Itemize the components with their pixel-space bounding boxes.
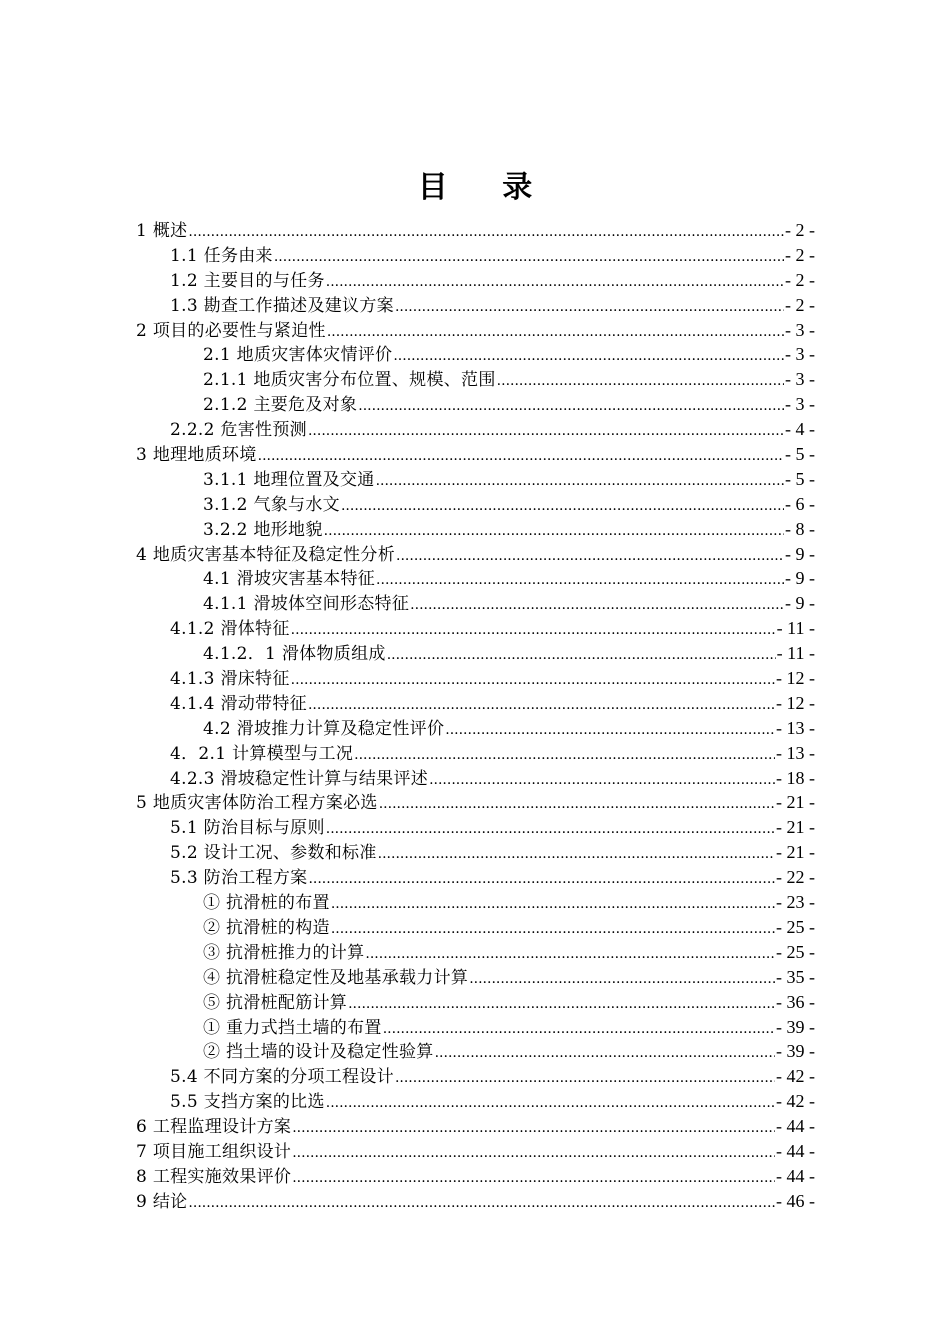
- toc-dot-leader: [469, 967, 775, 992]
- toc-dot-leader: [445, 718, 775, 743]
- toc-entry[interactable]: [0, 940, 815, 965]
- toc-entry[interactable]: [0, 417, 815, 442]
- toc-dot-leader: [497, 369, 784, 394]
- toc-entry-page-number: - 2 -: [785, 294, 815, 315]
- toc-entry[interactable]: [0, 467, 815, 492]
- toc-entry-label: 2 项目的必要性与紧迫性: [136, 320, 326, 341]
- toc-entry-label: ③ 抗滑桩推力的计算: [203, 942, 365, 963]
- toc-entry-label: 4．2.1 计算模型与工况: [170, 743, 354, 764]
- toc-entry-page-number: - 2 -: [785, 269, 815, 290]
- toc-dot-leader: [387, 643, 776, 668]
- toc-entry-label: 7 项目施工组织设计: [136, 1141, 292, 1162]
- toc-entry[interactable]: [0, 890, 815, 915]
- toc-entry[interactable]: [0, 1089, 815, 1114]
- toc-entry-page-number: - 2 -: [785, 244, 815, 265]
- toc-entry-page-number: - 25 -: [776, 916, 815, 937]
- toc-entry-label: 5.4 不同方案的分项工程设计: [170, 1067, 394, 1088]
- toc-dot-leader: [291, 668, 775, 693]
- toc-entry-label: 4.1.3 滑床特征: [170, 669, 290, 690]
- toc-entry-label: 5.5 支挡方案的比选: [170, 1092, 325, 1113]
- toc-entry-page-number: - 44 -: [776, 1165, 815, 1186]
- toc-entry-page-number: - 8 -: [785, 518, 815, 539]
- toc-entry-label: 1.2 主要目的与任务: [170, 270, 325, 291]
- toc-entry-label: 1 概述: [136, 221, 188, 241]
- toc-entry-page-number: - 36 -: [776, 991, 815, 1012]
- toc-entry-label: 2.1.2 主要危及对象: [203, 395, 358, 416]
- toc-dot-leader: [324, 519, 784, 544]
- toc-dot-leader: [308, 867, 775, 892]
- toc-entry-label: 3 地理地质环境: [136, 445, 257, 466]
- toc-entry-page-number: - 9 -: [785, 593, 815, 614]
- toc-dot-leader: [376, 469, 784, 494]
- toc-dot-leader: [395, 1066, 775, 1091]
- toc-entry-label: 5 地质灾害体防治工程方案必选: [136, 793, 378, 814]
- toc-entry-page-number: - 21 -: [776, 817, 815, 838]
- toc-entry-page-number: - 46 -: [776, 1190, 815, 1211]
- toc-entry-page-number: - 11 -: [776, 643, 815, 664]
- toc-dot-leader: [365, 942, 775, 967]
- toc-entry-page-number: - 44 -: [776, 1116, 815, 1137]
- toc-dot-leader: [274, 245, 784, 270]
- toc-dot-leader: [326, 1091, 775, 1116]
- table-of-contents: [0, 218, 950, 1214]
- toc-entry[interactable]: [0, 218, 815, 243]
- toc-entry-label: ⑤ 抗滑桩配筋计算: [203, 992, 348, 1013]
- toc-entry-label: 4.1.1 滑坡体空间形态特征: [203, 594, 410, 615]
- toc-dot-leader: [292, 1166, 775, 1191]
- toc-entry-label: 5.3 防治工程方案: [170, 868, 308, 889]
- toc-entry-page-number: - 39 -: [776, 1041, 815, 1062]
- toc-entry-page-number: - 13 -: [776, 742, 815, 763]
- toc-entry[interactable]: [0, 915, 815, 940]
- toc-entry[interactable]: [0, 766, 815, 791]
- toc-entry-page-number: - 5 -: [785, 468, 815, 489]
- toc-dot-leader: [396, 544, 784, 569]
- toc-entry[interactable]: [0, 1114, 815, 1139]
- toc-entry-page-number: - 3 -: [785, 369, 815, 390]
- toc-dot-leader: [358, 394, 784, 419]
- toc-entry[interactable]: [0, 367, 815, 392]
- toc-entry[interactable]: [0, 268, 815, 293]
- toc-entry[interactable]: [0, 616, 815, 641]
- toc-entry-label: 3.1.2 气象与水文: [203, 494, 340, 515]
- toc-entry-label: 3.1.1 地理位置及交通: [203, 469, 375, 490]
- toc-dot-leader: [308, 419, 784, 444]
- toc-entry-page-number: - 22 -: [776, 867, 815, 888]
- toc-entry-page-number: - 23 -: [776, 892, 815, 913]
- toc-entry-page-number: - 12 -: [776, 692, 815, 713]
- toc-entry-label: 4.1.2．1 滑体物质组成: [203, 644, 386, 665]
- toc-entry-page-number: - 12 -: [776, 668, 815, 689]
- toc-entry-label: ② 挡土墙的设计及稳定性验算: [203, 1042, 434, 1063]
- toc-entry[interactable]: [0, 566, 815, 591]
- page-title: 目 录: [417, 170, 555, 205]
- toc-dot-leader: [378, 842, 775, 867]
- toc-entry[interactable]: [0, 865, 815, 890]
- toc-entry-label: 6 工程监理设计方案: [136, 1117, 292, 1138]
- toc-entry-label: ② 抗滑桩的构造: [203, 917, 330, 938]
- toc-entry[interactable]: [0, 517, 815, 542]
- toc-entry-label: 1.3 勘查工作描述及建议方案: [170, 295, 394, 316]
- toc-entry-label: 1.1 任务由来: [170, 245, 273, 266]
- toc-entry[interactable]: [0, 741, 815, 766]
- toc-entry-page-number: - 25 -: [776, 941, 815, 962]
- toc-entry[interactable]: [0, 442, 815, 467]
- toc-entry-page-number: - 42 -: [776, 1066, 815, 1087]
- toc-dot-leader: [410, 593, 784, 618]
- toc-entry-page-number: - 13 -: [776, 717, 815, 738]
- toc-entry-page-number: - 9 -: [785, 568, 815, 589]
- toc-dot-leader: [327, 320, 784, 345]
- toc-entry-label: ① 重力式挡土墙的布置: [203, 1017, 382, 1038]
- toc-entry[interactable]: [0, 965, 815, 990]
- toc-entry[interactable]: [0, 542, 815, 567]
- toc-entry-page-number: - 3 -: [785, 344, 815, 365]
- toc-entry-label: 3.2.2 地形地貌: [203, 519, 323, 540]
- toc-entry-label: 4.2.3 滑坡稳定性计算与结果评述: [170, 768, 429, 789]
- toc-entry[interactable]: [0, 790, 815, 815]
- toc-entry[interactable]: [0, 492, 815, 517]
- toc-entry[interactable]: [0, 591, 815, 616]
- toc-entry-page-number: - 2 -: [785, 220, 815, 240]
- toc-entry-label: ① 抗滑桩的布置: [203, 893, 330, 914]
- toc-entry-label: 5.2 设计工况、参数和标准: [170, 843, 377, 864]
- toc-entry[interactable]: [0, 840, 815, 865]
- toc-dot-leader: [292, 1141, 775, 1166]
- toc-dot-leader: [393, 344, 784, 369]
- toc-entry[interactable]: [0, 1164, 815, 1189]
- toc-entry-label: ④ 抗滑桩稳定性及地基承载力计算: [203, 967, 469, 988]
- toc-entry[interactable]: [0, 1015, 815, 1040]
- toc-entry[interactable]: [0, 1139, 815, 1164]
- toc-entry-page-number: - 11 -: [776, 618, 815, 639]
- toc-entry-page-number: - 3 -: [785, 394, 815, 415]
- toc-entry-label: 4.1.4 滑动带特征: [170, 693, 307, 714]
- toc-entry[interactable]: [0, 716, 815, 741]
- toc-dot-leader: [383, 1017, 775, 1042]
- toc-dot-leader: [354, 743, 775, 768]
- toc-dot-leader: [331, 892, 775, 917]
- toc-entry-page-number: - 42 -: [776, 1091, 815, 1112]
- toc-dot-leader: [326, 270, 784, 295]
- toc-entry[interactable]: [0, 1039, 815, 1064]
- toc-dot-leader: [291, 618, 776, 643]
- toc-dot-leader: [395, 295, 784, 320]
- toc-entry[interactable]: [0, 1064, 815, 1089]
- toc-entry-page-number: - 39 -: [776, 1016, 815, 1037]
- toc-dot-leader: [308, 693, 775, 718]
- toc-entry-page-number: - 5 -: [785, 444, 815, 465]
- toc-entry[interactable]: [0, 641, 815, 666]
- toc-dot-leader: [326, 817, 775, 842]
- toc-entry-label: 2.2.2 危害性预测: [170, 420, 307, 441]
- toc-entry-label: 9 结论: [136, 1191, 188, 1212]
- toc-dot-leader: [379, 792, 775, 817]
- toc-entry-label: 4.2 滑坡推力计算及稳定性评价: [203, 718, 445, 739]
- toc-entry[interactable]: [0, 392, 815, 417]
- toc-entry[interactable]: [0, 990, 815, 1015]
- toc-dot-leader: [376, 568, 784, 593]
- toc-entry-page-number: - 6 -: [785, 493, 815, 514]
- toc-entry-label: 4.1.2 滑体特征: [170, 619, 290, 640]
- toc-dot-leader: [435, 1041, 775, 1066]
- toc-entry[interactable]: [0, 318, 815, 343]
- toc-entry[interactable]: [0, 1189, 815, 1214]
- toc-entry-label: 2.1 地质灾害体灾情评价: [203, 345, 393, 366]
- toc-entry[interactable]: [0, 815, 815, 840]
- toc-entry[interactable]: [0, 691, 815, 716]
- toc-dot-leader: [292, 1116, 775, 1141]
- toc-entry-page-number: - 21 -: [776, 842, 815, 863]
- toc-entry-page-number: - 18 -: [776, 767, 815, 788]
- toc-entry[interactable]: [0, 342, 815, 367]
- toc-entry-label: 8 工程实施效果评价: [136, 1166, 292, 1187]
- toc-dot-leader: [341, 494, 784, 519]
- toc-entry-page-number: - 35 -: [776, 966, 815, 987]
- toc-dot-leader: [331, 917, 775, 942]
- toc-dot-leader: [348, 992, 775, 1017]
- toc-entry-label: 5.1 防治目标与原则: [170, 818, 325, 839]
- toc-entry-page-number: - 21 -: [776, 792, 815, 813]
- toc-entry[interactable]: [0, 293, 815, 318]
- toc-entry-page-number: - 9 -: [785, 543, 815, 564]
- toc-dot-leader: [188, 220, 784, 245]
- toc-entry-page-number: - 3 -: [785, 319, 815, 340]
- toc-entry-label: 4.1 滑坡灾害基本特征: [203, 569, 376, 590]
- toc-dot-leader: [188, 1191, 775, 1216]
- toc-entry-page-number: - 4 -: [785, 419, 815, 440]
- toc-dot-leader: [429, 768, 775, 793]
- toc-entry[interactable]: [0, 243, 815, 268]
- toc-entry-label: 2.1.1 地质灾害分布位置、规模、范围: [203, 370, 496, 391]
- toc-entry-page-number: - 44 -: [776, 1140, 815, 1161]
- toc-dot-leader: [258, 444, 784, 469]
- toc-entry[interactable]: [0, 666, 815, 691]
- toc-entry-label: 4 地质灾害基本特征及稳定性分析: [136, 544, 396, 565]
